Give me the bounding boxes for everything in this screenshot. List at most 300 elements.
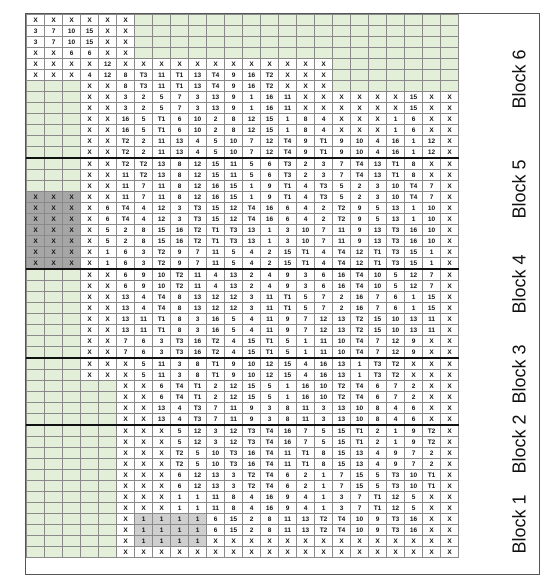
grid-cell: 3 [171, 214, 189, 225]
grid-cell: 9 [405, 336, 423, 347]
grid-cell [351, 81, 369, 92]
grid-cell: 8 [189, 370, 207, 381]
grid-cell [27, 536, 45, 547]
grid-cell: 3 [225, 470, 243, 481]
grid-cell: X [81, 181, 99, 192]
grid-cell: 16 [297, 381, 315, 392]
grid-cell: 7 [297, 425, 315, 437]
grid-cell: T2 [315, 514, 333, 525]
grid-cell: 12 [405, 269, 423, 281]
grid-cell: 7 [135, 181, 153, 192]
grid-cell: X [423, 392, 441, 403]
grid-cell: 13 [243, 236, 261, 247]
grid-row [27, 70, 459, 81]
grid-cell: 1 [189, 514, 207, 525]
grid-cell [423, 70, 441, 81]
grid-cell: T3 [243, 425, 261, 437]
grid-cell: 5 [279, 336, 297, 347]
grid-cell: X [315, 103, 333, 114]
grid-cell: T1 [297, 247, 315, 258]
grid-cell: 3 [27, 37, 45, 48]
grid-cell: 6 [117, 258, 135, 270]
grid-cell: 15 [333, 437, 351, 448]
grid-cell [63, 536, 81, 547]
grid-cell: T1 [279, 303, 297, 314]
grid-cell: T3 [387, 481, 405, 492]
grid-cell: 3 [315, 158, 333, 170]
grid-cell: T2 [423, 437, 441, 448]
grid-cell [27, 481, 45, 492]
grid-cell: X [63, 225, 81, 236]
grid-cell: X [297, 536, 315, 547]
grid-cell: 10 [153, 269, 171, 281]
grid-row [27, 336, 459, 347]
grid-cell [369, 48, 387, 59]
grid-cell: 7 [387, 392, 405, 403]
grid-cell: 11 [117, 192, 135, 203]
grid-cell: 6 [387, 292, 405, 303]
grid-cell: X [99, 136, 117, 147]
grid-cell: 7 [351, 503, 369, 514]
grid-cell [99, 536, 117, 547]
grid-cell: 15 [279, 358, 297, 370]
grid-cell: 16 [207, 314, 225, 325]
grid-cell [441, 81, 459, 92]
grid-cell: 16 [207, 192, 225, 203]
grid-cell: 4 [243, 503, 261, 514]
grid-cell: 6 [405, 114, 423, 125]
grid-cell: X [45, 203, 63, 214]
grid-cell: T4 [351, 381, 369, 392]
grid-cell: X [387, 103, 405, 114]
grid-cell: 16 [243, 81, 261, 92]
grid-cell: 6 [315, 281, 333, 292]
grid-cell: T3 [279, 158, 297, 170]
grid-row [27, 281, 459, 292]
grid-cell: X [27, 15, 45, 26]
grid-cell: T4 [117, 214, 135, 225]
grid-cell: T1 [261, 336, 279, 347]
grid-cell: X [27, 70, 45, 81]
grid-cell [63, 414, 81, 426]
grid-cell: X [423, 525, 441, 536]
grid-cell: X [315, 81, 333, 92]
grid-cell: 9 [279, 281, 297, 292]
grid-cell: 16 [405, 225, 423, 236]
grid-cell: X [45, 236, 63, 247]
grid-cell: 3 [315, 170, 333, 181]
grid-cell: X [45, 192, 63, 203]
grid-cell: T2 [351, 325, 369, 336]
grid-cell [243, 26, 261, 37]
grid-cell: 3 [27, 26, 45, 37]
grid-cell [369, 70, 387, 81]
grid-cell: 10 [189, 114, 207, 125]
grid-cell: 2 [207, 381, 225, 392]
grid-cell: 13 [153, 158, 171, 170]
grid-cell: T2 [153, 258, 171, 270]
grid-cell: 4 [135, 203, 153, 214]
grid-cell: X [351, 547, 369, 558]
grid-cell [243, 37, 261, 48]
grid-cell: X [441, 281, 459, 292]
grid-cell: 3 [333, 492, 351, 503]
grid-cell: 6 [279, 470, 297, 481]
grid-cell: X [225, 547, 243, 558]
grid-cell [45, 114, 63, 125]
grid-row [27, 536, 459, 547]
grid-cell: X [99, 147, 117, 159]
grid-cell: 7 [315, 236, 333, 247]
grid-cell: 8 [369, 414, 387, 426]
grid-cell: 8 [315, 448, 333, 459]
grid-cell [63, 547, 81, 558]
grid-cell: T2 [387, 370, 405, 381]
grid-cell: X [117, 481, 135, 492]
grid-cell: 1 [261, 225, 279, 236]
grid-cell: 8 [171, 325, 189, 336]
grid-cell: X [207, 547, 225, 558]
grid-cell: 12 [189, 470, 207, 481]
grid-cell: T1 [369, 258, 387, 270]
grid-cell [45, 292, 63, 303]
grid-cell [333, 26, 351, 37]
grid-cell: X [405, 536, 423, 547]
grid-cell: 1 [387, 437, 405, 448]
grid-cell [153, 15, 171, 26]
grid-cell: T3 [225, 225, 243, 236]
grid-cell: X [441, 370, 459, 381]
grid-cell [99, 514, 117, 525]
grid-cell [81, 381, 99, 392]
grid-cell: T2 [351, 314, 369, 325]
grid-cell [405, 70, 423, 81]
grid-cell [27, 292, 45, 303]
grid-cell [63, 325, 81, 336]
grid-cell: X [441, 114, 459, 125]
grid-cell: 2 [135, 103, 153, 114]
grid-cell [135, 26, 153, 37]
grid-cell [279, 37, 297, 48]
grid-cell [333, 48, 351, 59]
grid-cell [27, 547, 45, 558]
grid-row [27, 92, 459, 103]
grid-cell: 4 [369, 147, 387, 159]
grid-cell: 10 [207, 459, 225, 470]
grid-cell: 11 [261, 325, 279, 336]
grid-cell: T2 [189, 225, 207, 236]
grid-cell: T4 [261, 448, 279, 459]
grid-cell: 9 [261, 192, 279, 203]
grid-cell: X [63, 70, 81, 81]
grid-cell [369, 15, 387, 26]
grid-cell: 1 [171, 492, 189, 503]
grid-cell: 4 [387, 403, 405, 414]
grid-cell: 12 [387, 336, 405, 347]
grid-cell: 8 [315, 459, 333, 470]
grid-cell [63, 470, 81, 481]
grid-cell: 13 [297, 514, 315, 525]
grid-cell: 9 [243, 414, 261, 426]
grid-cell: 13 [117, 325, 135, 336]
grid-cell [351, 26, 369, 37]
grid-cell: 6 [63, 48, 81, 59]
grid-cell: 8 [171, 158, 189, 170]
grid-cell: 6 [171, 470, 189, 481]
grid-cell: T4 [261, 470, 279, 481]
grid-cell: X [99, 314, 117, 325]
grid-cell: X [441, 147, 459, 159]
grid-cell: 2 [243, 269, 261, 281]
grid-cell: X [441, 103, 459, 114]
grid-cell: T3 [387, 470, 405, 481]
grid-cell: 16 [387, 147, 405, 159]
grid-cell: 16 [279, 425, 297, 437]
grid-cell: T4 [405, 181, 423, 192]
grid-cell: 7 [297, 325, 315, 336]
grid-cell: X [423, 403, 441, 414]
grid-cell: X [117, 536, 135, 547]
grid-cell: X [225, 59, 243, 70]
grid-cell: X [405, 358, 423, 370]
grid-cell: 15 [279, 247, 297, 258]
grid-cell: X [99, 192, 117, 203]
grid-cell [63, 448, 81, 459]
grid-cell: X [117, 470, 135, 481]
grid-cell [441, 26, 459, 37]
grid-cell: 13 [369, 170, 387, 181]
grid-cell: 7 [171, 103, 189, 114]
grid-cell: 7 [315, 225, 333, 236]
grid-cell [27, 136, 45, 147]
grid-cell: 16 [405, 514, 423, 525]
grid-cell: 12 [153, 214, 171, 225]
grid-cell: X [441, 303, 459, 314]
grid-cell: T2 [333, 214, 351, 225]
grid-cell [45, 81, 63, 92]
grid-cell: T3 [171, 347, 189, 359]
grid-cell: 8 [405, 170, 423, 181]
grid-cell [405, 48, 423, 59]
grid-cell: 4 [297, 181, 315, 192]
grid-cell [45, 336, 63, 347]
grid-cell: 6 [153, 381, 171, 392]
grid-cell [135, 37, 153, 48]
grid-cell: X [225, 536, 243, 547]
grid-cell: X [279, 81, 297, 92]
grid-cell: T2 [333, 381, 351, 392]
grid-cell: 5 [207, 147, 225, 159]
grid-row [27, 303, 459, 314]
grid-cell: X [153, 459, 171, 470]
grid-cell: 5 [225, 247, 243, 258]
grid-cell: 9 [225, 358, 243, 370]
grid-cell [63, 370, 81, 381]
grid-cell: 10 [351, 514, 369, 525]
grid-cell: 4 [261, 281, 279, 292]
grid-cell: 2 [369, 437, 387, 448]
grid-cell: 15 [423, 303, 441, 314]
grid-cell: T2 [171, 448, 189, 459]
grid-cell: 4 [297, 492, 315, 503]
grid-cell: 6 [99, 203, 117, 214]
grid-cell: 6 [369, 392, 387, 403]
grid-cell: 16 [243, 448, 261, 459]
grid-row [27, 525, 459, 536]
grid-row [27, 225, 459, 236]
grid-cell: X [81, 292, 99, 303]
grid-cell: X [441, 437, 459, 448]
grid-cell: 12 [261, 370, 279, 381]
grid-row [27, 425, 459, 437]
grid-cell: T4 [243, 214, 261, 225]
grid-cell: 11 [153, 370, 171, 381]
grid-cell [387, 26, 405, 37]
grid-cell: 4 [315, 258, 333, 270]
grid-cell: 10 [63, 26, 81, 37]
grid-row [27, 158, 459, 170]
grid-cell: 16 [117, 114, 135, 125]
grid-cell: X [387, 92, 405, 103]
grid-cell: 5 [315, 425, 333, 437]
grid-cell: 12 [423, 147, 441, 159]
grid-cell: 7 [117, 336, 135, 347]
grid-row [27, 48, 459, 59]
grid-row [27, 236, 459, 247]
grid-cell: 11 [207, 503, 225, 514]
grid-cell: 15 [261, 125, 279, 136]
grid-cell: T3 [387, 525, 405, 536]
grid-cell: 9 [225, 81, 243, 92]
grid-cell [63, 292, 81, 303]
grid-cell: 2 [333, 292, 351, 303]
grid-cell: X [441, 547, 459, 558]
grid-cell: 8 [225, 125, 243, 136]
grid-cell: 9 [405, 347, 423, 359]
grid-cell: 12 [351, 247, 369, 258]
grid-cell: 15 [225, 192, 243, 203]
grid-cell: X [45, 70, 63, 81]
grid-cell [27, 103, 45, 114]
grid-cell: 10 [297, 236, 315, 247]
grid-cell: 16 [243, 459, 261, 470]
grid-cell: 1 [351, 358, 369, 370]
grid-cell: X [117, 459, 135, 470]
grid-cell: 6 [117, 281, 135, 292]
grid-cell: 11 [279, 514, 297, 525]
grid-cell [189, 26, 207, 37]
grid-cell [63, 147, 81, 159]
grid-cell [369, 37, 387, 48]
grid-cell: 13 [351, 448, 369, 459]
grid-cell [27, 448, 45, 459]
grid-cell [27, 125, 45, 136]
grid-cell [369, 26, 387, 37]
grid-cell: X [153, 470, 171, 481]
grid-cell: 9 [351, 214, 369, 225]
grid-cell [81, 403, 99, 414]
grid-cell [153, 48, 171, 59]
grid-cell [45, 425, 63, 437]
grid-cell: 7 [369, 303, 387, 314]
grid-cell: X [81, 269, 99, 281]
grid-cell: 1 [423, 247, 441, 258]
grid-cell: 10 [153, 281, 171, 292]
grid-cell: 15 [225, 181, 243, 192]
grid-cell: T4 [405, 192, 423, 203]
grid-cell: 3 [261, 414, 279, 426]
grid-cell: 1 [171, 525, 189, 536]
grid-cell [45, 403, 63, 414]
grid-cell: 1 [243, 181, 261, 192]
grid-cell: 2 [333, 303, 351, 314]
grid-cell: X [441, 414, 459, 426]
grid-row [27, 214, 459, 225]
grid-cell [81, 414, 99, 426]
grid-cell: X [423, 170, 441, 181]
grid-cell: 16 [261, 92, 279, 103]
grid-cell: X [441, 525, 459, 536]
grid-cell: T1 [171, 81, 189, 92]
grid-cell: X [423, 381, 441, 392]
grid-cell: 6 [315, 269, 333, 281]
grid-cell: 2 [243, 525, 261, 536]
grid-cell: X [99, 336, 117, 347]
grid-cell: X [279, 59, 297, 70]
grid-cell: 2 [135, 136, 153, 147]
grid-cell: 16 [315, 358, 333, 370]
grid-cell: T1 [189, 392, 207, 403]
grid-cell: 12 [387, 347, 405, 359]
grid-cell: X [441, 470, 459, 481]
grid-cell [45, 314, 63, 325]
grid-cell: 10 [387, 181, 405, 192]
grid-cell: X [117, 15, 135, 26]
grid-cell: X [279, 547, 297, 558]
grid-cell: 6 [81, 48, 99, 59]
grid-cell: 2 [423, 459, 441, 470]
grid-cell [297, 15, 315, 26]
grid-cell: 11 [261, 314, 279, 325]
grid-cell [261, 15, 279, 26]
grid-cell: 11 [261, 292, 279, 303]
grid-cell: X [27, 247, 45, 258]
grid-cell [45, 414, 63, 426]
grid-cell: 3 [171, 203, 189, 214]
grid-cell: 9 [387, 459, 405, 470]
grid-cell: 13 [369, 225, 387, 236]
grid-cell: X [99, 370, 117, 381]
grid-cell: 5 [333, 192, 351, 203]
grid-cell: 6 [279, 481, 297, 492]
grid-cell: 4 [315, 125, 333, 136]
grid-cell: 7 [243, 147, 261, 159]
grid-cell: X [441, 247, 459, 258]
grid-cell: 11 [153, 147, 171, 159]
grid-cell: X [81, 103, 99, 114]
grid-cell: X [81, 281, 99, 292]
grid-cell: 10 [351, 525, 369, 536]
grid-cell: 13 [333, 370, 351, 381]
grid-cell [45, 525, 63, 536]
grid-cell: 7 [387, 381, 405, 392]
grid-cell [63, 170, 81, 181]
grid-cell: 7 [171, 92, 189, 103]
grid-cell: 15 [369, 314, 387, 325]
grid-cell: 2 [261, 258, 279, 270]
grid-cell [387, 70, 405, 81]
grid-cell: T2 [243, 481, 261, 492]
